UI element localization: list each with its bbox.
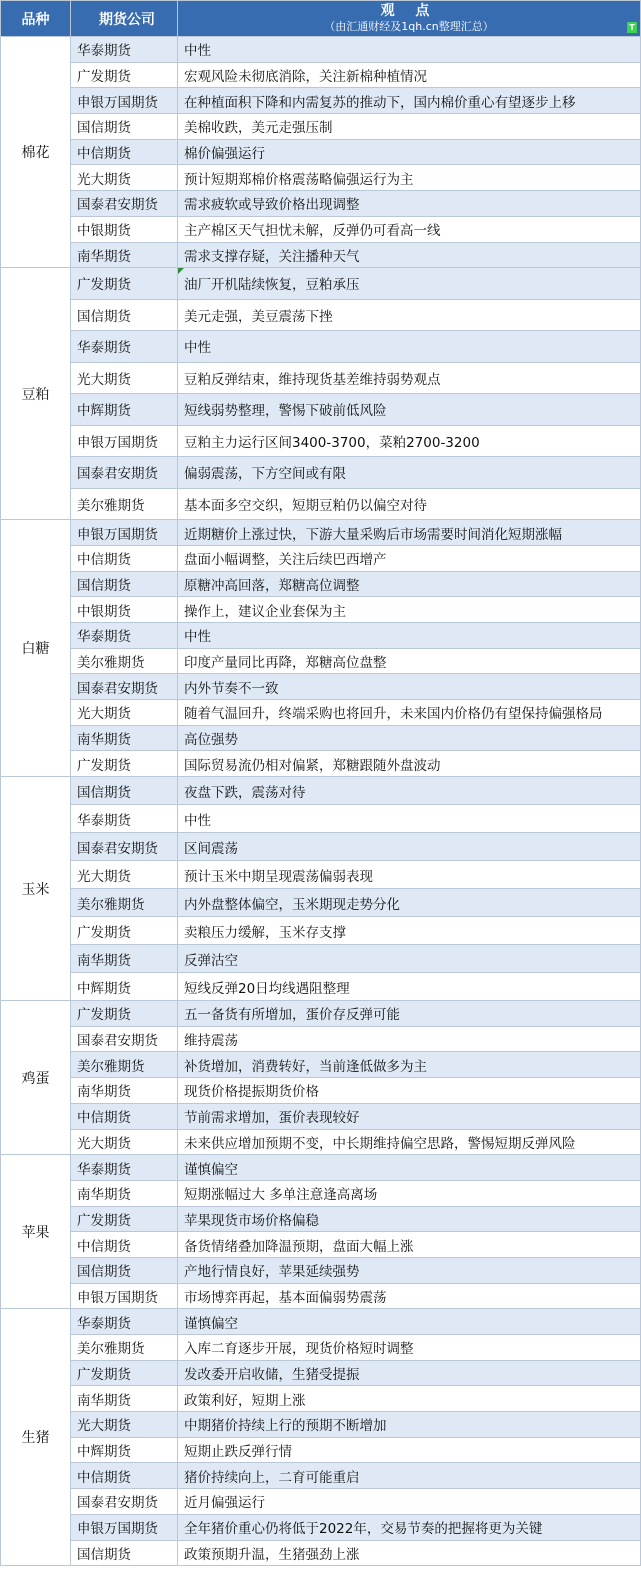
company-cell: 国信期货	[71, 777, 178, 805]
view-cell: 中性	[178, 622, 641, 648]
company-cell: 光大期货	[71, 1412, 178, 1438]
table-row	[1, 165, 641, 191]
table-row	[1, 1180, 641, 1206]
view-cell: 产地行情良好，苹果延续强势	[178, 1257, 641, 1283]
table-row	[1, 1078, 641, 1104]
view-cell: 高位强势	[178, 725, 641, 751]
company-cell: 申银万国期货	[71, 1514, 178, 1540]
company-cell: 国泰君安期货	[71, 191, 178, 217]
company-cell: 国泰君安期货	[71, 1026, 178, 1052]
view-cell: 短期涨幅过大 多单注意逢高离场	[178, 1180, 641, 1206]
view-cell: 中性	[178, 331, 641, 363]
view-cell: 备货情绪叠加降温预期，盘面大幅上涨	[178, 1232, 641, 1258]
view-cell: 近月偏强运行	[178, 1489, 641, 1515]
table-row	[1, 674, 641, 700]
company-cell: 南华期货	[71, 945, 178, 973]
view-cell: 政策利好，短期上涨	[178, 1386, 641, 1412]
view-cell: 近期糖价上涨过快，下游大量采购后市场需要时间消化短期涨幅	[178, 520, 641, 546]
view-cell: 入库二育逐步开展，现货价格短时调整	[178, 1335, 641, 1361]
company-cell: 南华期货	[71, 725, 178, 751]
table-row	[1, 425, 641, 457]
view-cell: 五一备货有所增加，蛋价存反弹可能	[178, 1001, 641, 1027]
company-cell: 广发期货	[71, 1001, 178, 1027]
category-cell: 棉花	[1, 37, 71, 268]
view-cell: 内外节奏不一致	[178, 674, 641, 700]
company-cell: 光大期货	[71, 1129, 178, 1155]
company-cell: 广发期货	[71, 1360, 178, 1386]
view-cell: 国际贸易流仍相对偏紧，郑糖跟随外盘波动	[178, 751, 641, 777]
category-cell: 苹果	[1, 1155, 71, 1309]
table-row	[1, 917, 641, 945]
table-row	[1, 37, 641, 63]
category-cell: 玉米	[1, 777, 71, 1001]
view-cell: 苹果现货市场价格偏稳	[178, 1206, 641, 1232]
company-cell: 申银万国期货	[71, 1283, 178, 1309]
company-cell: 中辉期货	[71, 1437, 178, 1463]
table-row	[1, 520, 641, 546]
company-cell: 华泰期货	[71, 1309, 178, 1335]
table-row	[1, 1155, 641, 1181]
table-row	[1, 1052, 641, 1078]
view-cell: 需求支撑存疑，关注播种天气	[178, 242, 641, 268]
company-cell: 中信期货	[71, 1463, 178, 1489]
table-row	[1, 62, 641, 88]
view-cell: 发改委开启收储，生猪受提振	[178, 1360, 641, 1386]
company-cell: 中银期货	[71, 597, 178, 623]
company-cell: 南华期货	[71, 1180, 178, 1206]
view-cell: 美元走强，美豆震荡下挫	[178, 299, 641, 331]
company-cell: 国信期货	[71, 571, 178, 597]
table-row	[1, 945, 641, 973]
company-cell: 广发期货	[71, 917, 178, 945]
view-cell: 操作上，建议企业套保为主	[178, 597, 641, 623]
category-cell: 鸡蛋	[1, 1001, 71, 1155]
company-cell: 中信期货	[71, 545, 178, 571]
header-company: 期货公司	[71, 1, 178, 37]
table-row	[1, 1540, 641, 1566]
company-cell: 华泰期货	[71, 331, 178, 363]
table-row	[1, 139, 641, 165]
view-cell: 短线弱势整理，警惕下破前低风险	[178, 394, 641, 426]
company-cell: 国泰君安期货	[71, 674, 178, 700]
table-row	[1, 1232, 641, 1258]
view-cell: 需求疲软或导致价格出现调整	[178, 191, 641, 217]
company-cell: 中辉期货	[71, 973, 178, 1001]
table-row	[1, 191, 641, 217]
view-cell: 预计玉米中期呈现震荡偏弱表现	[178, 861, 641, 889]
table-row	[1, 1514, 641, 1540]
company-cell: 中辉期货	[71, 394, 178, 426]
table-row	[1, 242, 641, 268]
table-row	[1, 1386, 641, 1412]
table-row	[1, 777, 641, 805]
table-row	[1, 973, 641, 1001]
table-row	[1, 299, 641, 331]
company-cell: 广发期货	[71, 751, 178, 777]
table-row	[1, 833, 641, 861]
table-row	[1, 331, 641, 363]
view-cell: 补货增加，消费转好，当前逢低做多为主	[178, 1052, 641, 1078]
view-cell: 猪价持续向上，二育可能重启	[178, 1463, 641, 1489]
company-cell: 申银万国期货	[71, 520, 178, 546]
header-view-subtitle: （由汇通财经及1qh.cn整理汇总）	[324, 19, 494, 33]
company-cell: 中信期货	[71, 139, 178, 165]
table-row	[1, 114, 641, 140]
company-cell: 美尔雅期货	[71, 1335, 178, 1361]
table-row	[1, 488, 641, 520]
header-view	[178, 1, 641, 37]
company-cell: 国泰君安期货	[71, 457, 178, 489]
company-cell: 申银万国期货	[71, 88, 178, 114]
view-cell: 基本面多空交织，短期豆粕仍以偏空对待	[178, 488, 641, 520]
table-row	[1, 751, 641, 777]
company-cell: 中信期货	[71, 1232, 178, 1258]
company-cell: 南华期货	[71, 1078, 178, 1104]
table-row	[1, 1001, 641, 1027]
table-row	[1, 394, 641, 426]
view-cell: 谨慎偏空	[178, 1155, 641, 1181]
table-row	[1, 1360, 641, 1386]
view-cell: 宏观风险未彻底消除，关注新棉种植情况	[178, 62, 641, 88]
view-cell: 豆粕反弹结束，维持现货基差维持弱势观点	[178, 362, 641, 394]
header-row	[1, 1, 641, 37]
view-cell: 夜盘下跌，震荡对待	[178, 777, 641, 805]
company-cell: 广发期货	[71, 268, 178, 300]
view-cell: 维持震荡	[178, 1026, 641, 1052]
category-cell: 生猪	[1, 1309, 71, 1566]
table-row	[1, 88, 641, 114]
header-category: 品种	[1, 1, 71, 37]
company-cell: 光大期货	[71, 362, 178, 394]
view-cell: 偏弱震荡，下方空间或有限	[178, 457, 641, 489]
company-cell: 光大期货	[71, 861, 178, 889]
view-cell: 原糖冲高回落，郑糖高位调整	[178, 571, 641, 597]
view-cell: 中期猪价持续上行的预期不断增加	[178, 1412, 641, 1438]
view-cell: 卖粮压力缓解，玉米存支撑	[178, 917, 641, 945]
view-cell: 短线反弹20日均线遇阻整理	[178, 973, 641, 1001]
view-cell: 内外盘整体偏空，玉米期现走势分化	[178, 889, 641, 917]
company-cell: 国信期货	[71, 114, 178, 140]
table-row	[1, 861, 641, 889]
table-row	[1, 1412, 641, 1438]
company-cell: 华泰期货	[71, 805, 178, 833]
view-cell: 随着气温回升，终端采购也将回升，未来国内价格仍有望保持偏强格局	[178, 700, 641, 726]
company-cell: 广发期货	[71, 62, 178, 88]
view-cell: 政策预期升温，生猪强劲上涨	[178, 1540, 641, 1566]
view-cell: 豆粕主力运行区间3400-3700，菜粕2700-3200	[178, 425, 641, 457]
table-row	[1, 1283, 641, 1309]
category-cell: 豆粕	[1, 268, 71, 520]
table-row	[1, 1103, 641, 1129]
table-row	[1, 1129, 641, 1155]
view-cell: 棉价偏强运行	[178, 139, 641, 165]
table-row	[1, 805, 641, 833]
table-body	[1, 37, 641, 1566]
table-row	[1, 216, 641, 242]
table-row	[1, 1309, 641, 1335]
company-cell: 美尔雅期货	[71, 889, 178, 917]
table-row	[1, 1206, 641, 1232]
table-row	[1, 648, 641, 674]
table-row	[1, 457, 641, 489]
view-cell: 节前需求增加，蛋价表现较好	[178, 1103, 641, 1129]
view-cell: 油厂开机陆续恢复，豆粕承压	[178, 268, 641, 300]
view-cell: 未来供应增加预期不变，中长期维持偏空思路，警惕短期反弹风险	[178, 1129, 641, 1155]
view-cell: 反弹沽空	[178, 945, 641, 973]
corner-marker-icon: T	[627, 22, 637, 33]
company-cell: 美尔雅期货	[71, 648, 178, 674]
table-row	[1, 362, 641, 394]
table-row	[1, 1489, 641, 1515]
table-row	[1, 622, 641, 648]
company-cell: 美尔雅期货	[71, 488, 178, 520]
table-row	[1, 889, 641, 917]
company-cell: 中银期货	[71, 216, 178, 242]
view-cell: 在种植面积下降和内需复苏的推动下，国内棉价重心有望逐步上移	[178, 88, 641, 114]
company-cell: 华泰期货	[71, 622, 178, 648]
company-cell: 国泰君安期货	[71, 833, 178, 861]
view-cell: 谨慎偏空	[178, 1309, 641, 1335]
company-cell: 国泰君安期货	[71, 1489, 178, 1515]
company-cell: 国信期货	[71, 1257, 178, 1283]
view-cell: 盘面小幅调整，关注后续巴西增产	[178, 545, 641, 571]
table-row	[1, 597, 641, 623]
table-row	[1, 1257, 641, 1283]
category-cell: 白糖	[1, 520, 71, 777]
company-cell: 国信期货	[71, 299, 178, 331]
view-cell: 主产棉区天气担忧未解，反弹仍可看高一线	[178, 216, 641, 242]
company-cell: 华泰期货	[71, 1155, 178, 1181]
company-cell: 华泰期货	[71, 37, 178, 63]
company-cell: 南华期货	[71, 242, 178, 268]
table-row	[1, 700, 641, 726]
company-cell: 国信期货	[71, 1540, 178, 1566]
view-cell: 美棉收跌，美元走强压制	[178, 114, 641, 140]
table-row	[1, 1437, 641, 1463]
table-row	[1, 571, 641, 597]
view-cell: 现货价格提振期货价格	[178, 1078, 641, 1104]
company-cell: 南华期货	[71, 1386, 178, 1412]
header-view-title: 观 点	[380, 2, 438, 19]
table-row	[1, 725, 641, 751]
view-cell: 印度产量同比再降，郑糖高位盘整	[178, 648, 641, 674]
company-cell: 光大期货	[71, 165, 178, 191]
table-row	[1, 268, 641, 300]
table-row	[1, 545, 641, 571]
company-cell: 光大期货	[71, 700, 178, 726]
view-cell: 预计短期郑棉价格震荡略偏强运行为主	[178, 165, 641, 191]
company-cell: 美尔雅期货	[71, 1052, 178, 1078]
view-cell: 全年猪价重心仍将低于2022年，交易节奏的把握将更为关键	[178, 1514, 641, 1540]
view-cell: 市场博弈再起，基本面偏弱势震荡	[178, 1283, 641, 1309]
company-cell: 中信期货	[71, 1103, 178, 1129]
table-row	[1, 1335, 641, 1361]
company-cell: 申银万国期货	[71, 425, 178, 457]
table-row	[1, 1026, 641, 1052]
company-cell: 广发期货	[71, 1206, 178, 1232]
view-cell: 中性	[178, 805, 641, 833]
view-cell: 中性	[178, 37, 641, 63]
view-cell: 短期止跌反弹行情	[178, 1437, 641, 1463]
view-cell: 区间震荡	[178, 833, 641, 861]
table-row	[1, 1463, 641, 1489]
